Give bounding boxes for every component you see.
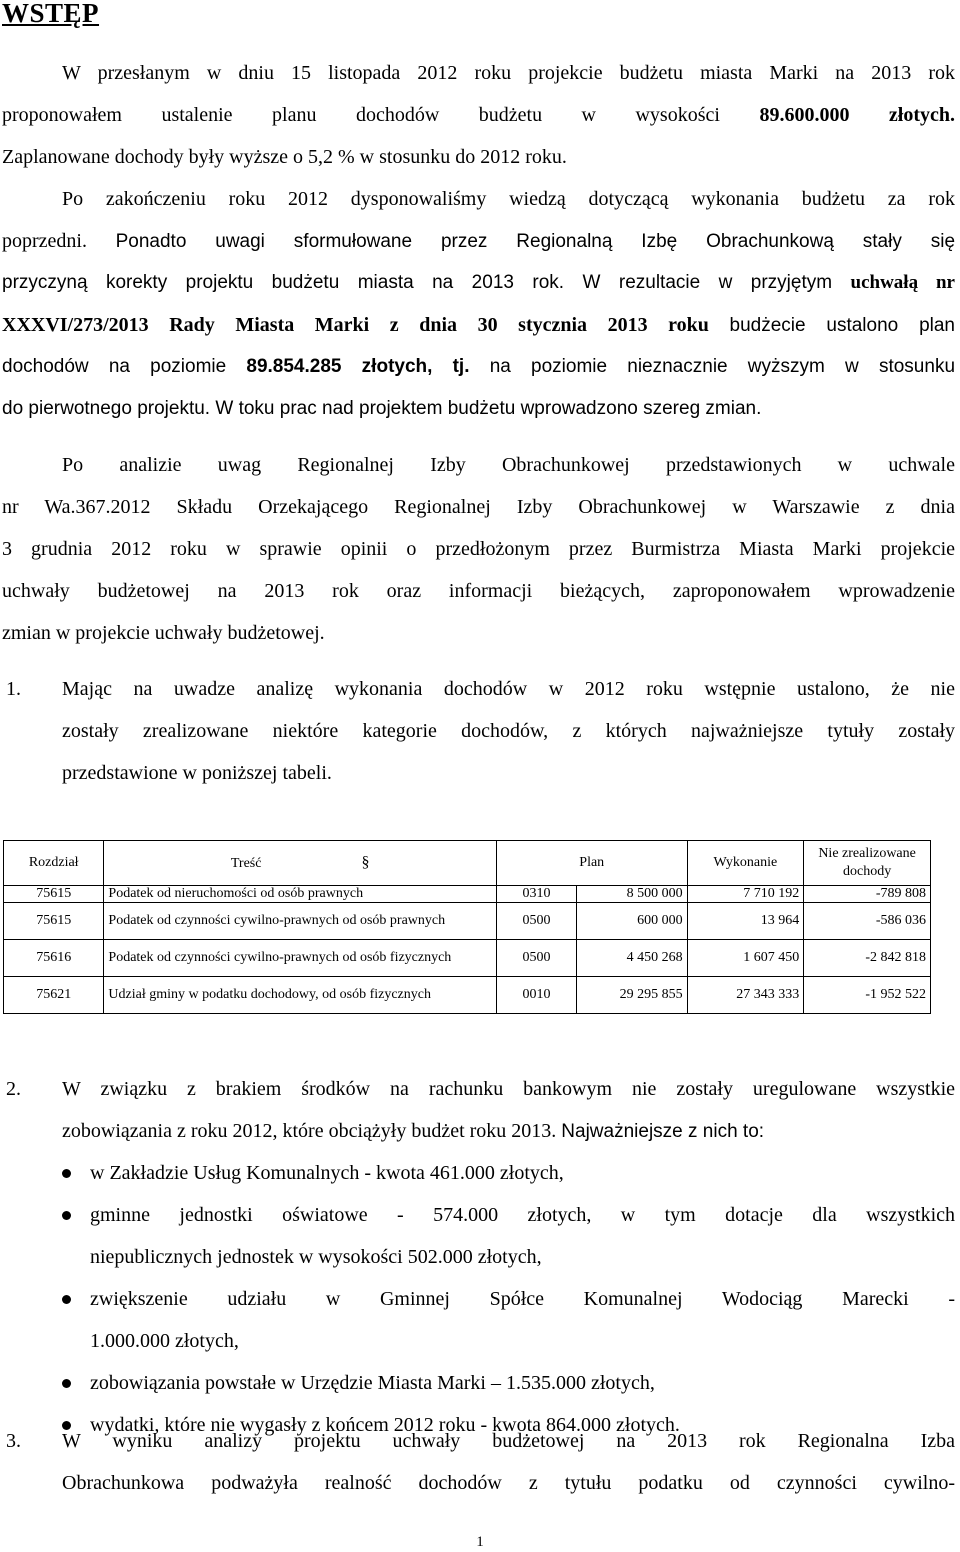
cell-plan: 29 295 855 [577, 977, 688, 1014]
p3-line-1: Po analizie uwag Regionalnej Izby Obrachunkowej przedstawionych w uchwale [62, 454, 955, 476]
header-paragraf: § [361, 853, 370, 871]
income-table [3, 840, 931, 1014]
cell-paragraf: 0500 [496, 940, 576, 977]
item-number: 1. [6, 678, 21, 700]
p3-line-5: zmian w projekcie uchwały budżetowej. [2, 622, 325, 644]
liabilities-list [62, 1152, 955, 1446]
bullet-icon [62, 1295, 71, 1304]
item1-line-1: Mając na uwadze analizę wykonania dochodów w 2012 roku wstępnie ustalono, że nie [62, 678, 955, 700]
bullet-icon [62, 1211, 71, 1220]
cell-plan: 600 000 [577, 903, 688, 940]
cell-niezrealizowane: -789 808 [804, 886, 931, 903]
p3-line-4: uchwały budżetowej na 2013 rok oraz informacji bieżących, zaproponowałem wprowadzenie [2, 580, 955, 602]
p2-line-5: dochodów na poziomie 89.854.285 złotych, tj. na poziomie nieznacznie wyższym w stosunku [2, 356, 956, 377]
cell-tresc: Podatek od czynności cywilno-prawnych od osób prawnych [104, 903, 497, 940]
list-item: zobowiązania powstałe w Urzędzie Miasta Marki – 1.535.000 złotych, [62, 1362, 955, 1404]
table-row [4, 886, 931, 903]
cell-tresc: Podatek od czynności cywilno-prawnych od osób fizycznych [104, 940, 497, 977]
page-number: 1 [476, 1534, 484, 1550]
item-number: 2. [6, 1078, 21, 1100]
item3-line-2: Obrachunkowa podważyła realność dochodów z tytułu podatku od czynności cywilno- [62, 1472, 955, 1494]
list-item: w Zakładzie Usług Komunalnych - kwota 461.000 złotych, [62, 1152, 955, 1194]
cell-tresc: Podatek od nieruchomości od osób prawnych [104, 886, 497, 903]
cell-rozdzial: 75615 [4, 886, 104, 903]
cell-wykonanie: 7 710 192 [687, 886, 804, 903]
p2-line-2: poprzedni. Ponadto uwagi sformułowane przez Regionalną Izbę Obrachunkową stały się [2, 230, 956, 252]
p2-line-4: XXXVI/273/2013 Rady Miasta Marki z dnia 30 stycznia 2013 roku budżecie ustalono plan [2, 314, 955, 336]
cell-niezrealizowane: -2 842 818 [804, 940, 931, 977]
cell-wykonanie: 13 964 [687, 903, 804, 940]
paragraph-2 [2, 178, 955, 430]
paragraph-1 [2, 52, 955, 178]
table-row [4, 940, 931, 977]
p1-line-3: Zaplanowane dochody były wyższe o 5,2 % w stosunku do 2012 roku. [2, 146, 567, 168]
p2-line-1: Po zakończeniu roku 2012 dysponowaliśmy wiedzą dotyczącą wykonania budżetu za rok [62, 188, 955, 210]
cell-wykonanie: 27 343 333 [687, 977, 804, 1014]
p3-line-3: 3 grudnia 2012 roku w sprawie opinii o przedłożonym przez Burmistrza Miasta Marki projekcie [2, 538, 955, 560]
header-tresc: Treść § [104, 841, 497, 886]
p1-line-1: W przesłanym w dniu 15 listopada 2012 roku projekcie budżetu miasta Marki na 2013 rok [62, 62, 955, 84]
cell-wykonanie: 1 607 450 [687, 940, 804, 977]
cell-plan: 8 500 000 [577, 886, 688, 903]
table-header-row [4, 841, 931, 886]
planned-income: 89.600.000 złotych. [759, 104, 956, 126]
p3-line-2: nr Wa.367.2012 Składu Orzekającego Regionalnej Izby Obrachunkowej w Warszawie z dnia [2, 496, 955, 518]
cell-paragraf: 0010 [496, 977, 576, 1014]
bullet-icon [62, 1169, 71, 1178]
cell-rozdzial: 75615 [4, 903, 104, 940]
item1-line-3: przedstawione w poniższej tabeli. [62, 762, 332, 784]
paragraph-3 [2, 444, 955, 654]
list-item: wydatki, które nie wygasły z końcem 2012 roku - kwota 864.000 złotych. [62, 1404, 955, 1446]
bullet-icon [62, 1379, 71, 1388]
cell-rozdzial: 75616 [4, 940, 104, 977]
item2-line-2: zobowiązania z roku 2012, które obciążyły budżet roku 2013. Najważniejsze z nich to: [62, 1120, 765, 1142]
section-title: WSTĘP [2, 0, 100, 28]
p2-line-3: przyczyną korekty projektu budżetu miasta na 2013 rok. W rezultacie w przyjętym uchwałą nr [2, 272, 955, 293]
table-row [4, 977, 931, 1014]
cell-tresc: Udział gminy w podatku dochodowy, od osób fizycznych [104, 977, 497, 1014]
cell-paragraf: 0310 [496, 886, 576, 903]
p2-line-6: do pierwotnego projektu. W toku prac nad projektem budżetu wprowadzono szereg zmian. [2, 398, 762, 419]
header-niezrealizowane: Nie zrealizowane dochody [804, 841, 931, 886]
header-plan: Plan [496, 841, 687, 886]
item2-line-1: W związku z brakiem środków na rachunku bankowym nie zostały uregulowane wszystkie [62, 1078, 955, 1100]
cell-rozdzial: 75621 [4, 977, 104, 1014]
cell-niezrealizowane: -1 952 522 [804, 977, 931, 1014]
p1-line-2: proponowałem ustalenie planu dochodów budżetu w wysokości 89.600.000 złotych. [2, 104, 956, 126]
cell-plan: 4 450 268 [577, 940, 688, 977]
item-number: 3. [6, 1430, 21, 1452]
item3-line-1: W wyniku analizy projektu uchwały budżetowej na 2013 rok Regionalna Izba [62, 1430, 955, 1452]
header-rozdzial: Rozdział [4, 841, 104, 886]
item1-line-2: zostały zrealizowane niektóre kategorie dochodów, z których najważniejsze tytuły zostały [62, 720, 955, 742]
cell-niezrealizowane: -586 036 [804, 903, 931, 940]
table-row [4, 903, 931, 940]
list-item: gminne jednostki oświatowe - 574.000 złotych, w tym dotacje dla wszystkich niepublicznych jednostek w wysokości 502.000 złotych, [62, 1194, 955, 1278]
header-wykonanie: Wykonanie [687, 841, 804, 886]
cell-paragraf: 0500 [496, 903, 576, 940]
list-item: zwiększenie udziału w Gminnej Spółce Komunalnej Wodociąg Marecki - 1.000.000 złotych, [62, 1278, 955, 1362]
